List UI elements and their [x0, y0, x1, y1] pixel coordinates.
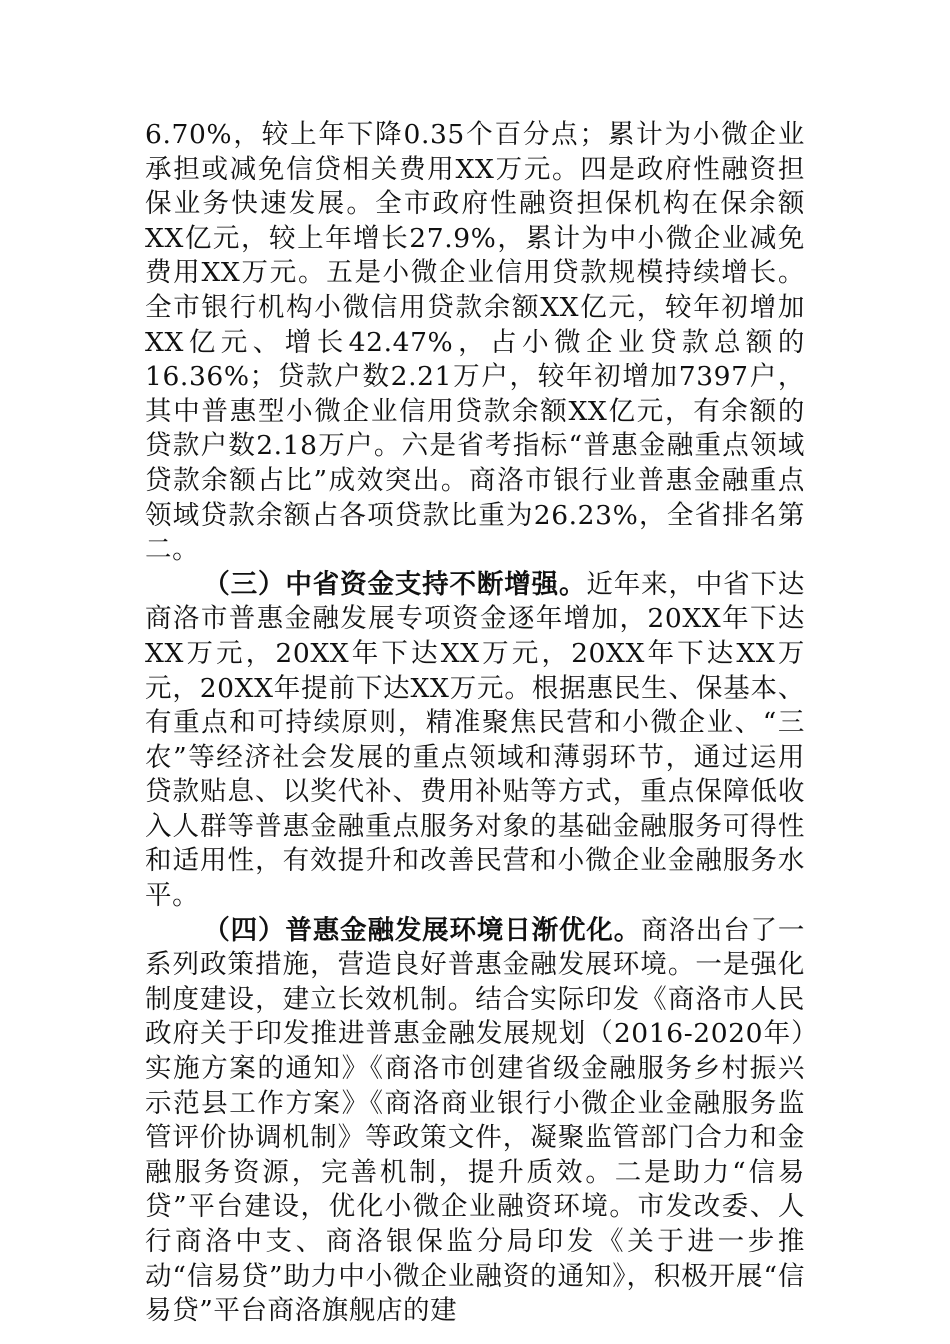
- paragraph-3-body: 商洛出台了一系列政策措施，营造良好普惠金融发展环境。一是强化制度建设，建立长效机制。结合实际印发《商洛市人民政府关于印发推进普惠金融发展规划（2016-2020年）实施方案的通知》《商洛市创建省级金融服务乡村振兴示范县工作方案》《商洛商业银行小微企业金融服务监管评价协调机制》等政策文件，凝聚监管部门合力和金融服务资源，完善机制，提升质效。二是助力“信易贷”平台建设，优化小微企业融资环境。市发改委、人行商洛中支、商洛银保监分局印发《关于进一步推动“信易贷”助力中小微企业融资的通知》，积极开展“信易贷”平台商洛旗舰店的建: [145, 914, 805, 1327]
- body-text: [145, 118, 805, 1329]
- paragraph-2-heading: （三）中省资金支持不断增强。: [203, 568, 587, 600]
- paragraph-2-body: 近年来，中省下达商洛市普惠金融发展专项资金逐年增加，20XX年下达XX万元，20XX年下达XX万元，20XX年下达XX万元，20XX年提前下达XX万元。根据惠民生、保基本、有重点和可持续原则，精准聚焦民营和小微企业、“三农”等经济社会发展的重点领域和薄弱环节，通过运用贷款贴息、以奖代补、费用补贴等方式，重点保障低收入人群等普惠金融重点服务对象的基础金融服务可得性和适用性，有效提升和改善民营和小微企业金融服务水平。: [145, 568, 805, 912]
- paragraph-1: 6.70%，较上年下降0.35个百分点；累计为小微企业承担或减免信贷相关费用XX万元。四是政府性融资担保业务快速发展。全市政府性融资担保机构在保余额XX亿元，较上年增长27.9%，累计为中小微企业减免费用XX万元。五是小微企业信用贷款规模持续增长。全市银行机构小微信用贷款余额XX亿元，较年初增加XX亿元、增长42.47%，占小微企业贷款总额的16.36%；贷款户数2.21万户，较年初增加7397户，其中普惠型小微企业信用贷款余额XX亿元，有余额的贷款户数2.18万户。六是省考指标“普惠金融重点领域贷款余额占比”成效突出。商洛市银行业普惠金融重点领域贷款余额占各项贷款比重为26.23%，全省排名第二。: [145, 119, 805, 566]
- paragraph-3: [145, 914, 805, 1329]
- paragraph-3-heading: （四）普惠金融发展环境日渐优化。: [203, 914, 642, 946]
- paragraph-2: [145, 568, 805, 914]
